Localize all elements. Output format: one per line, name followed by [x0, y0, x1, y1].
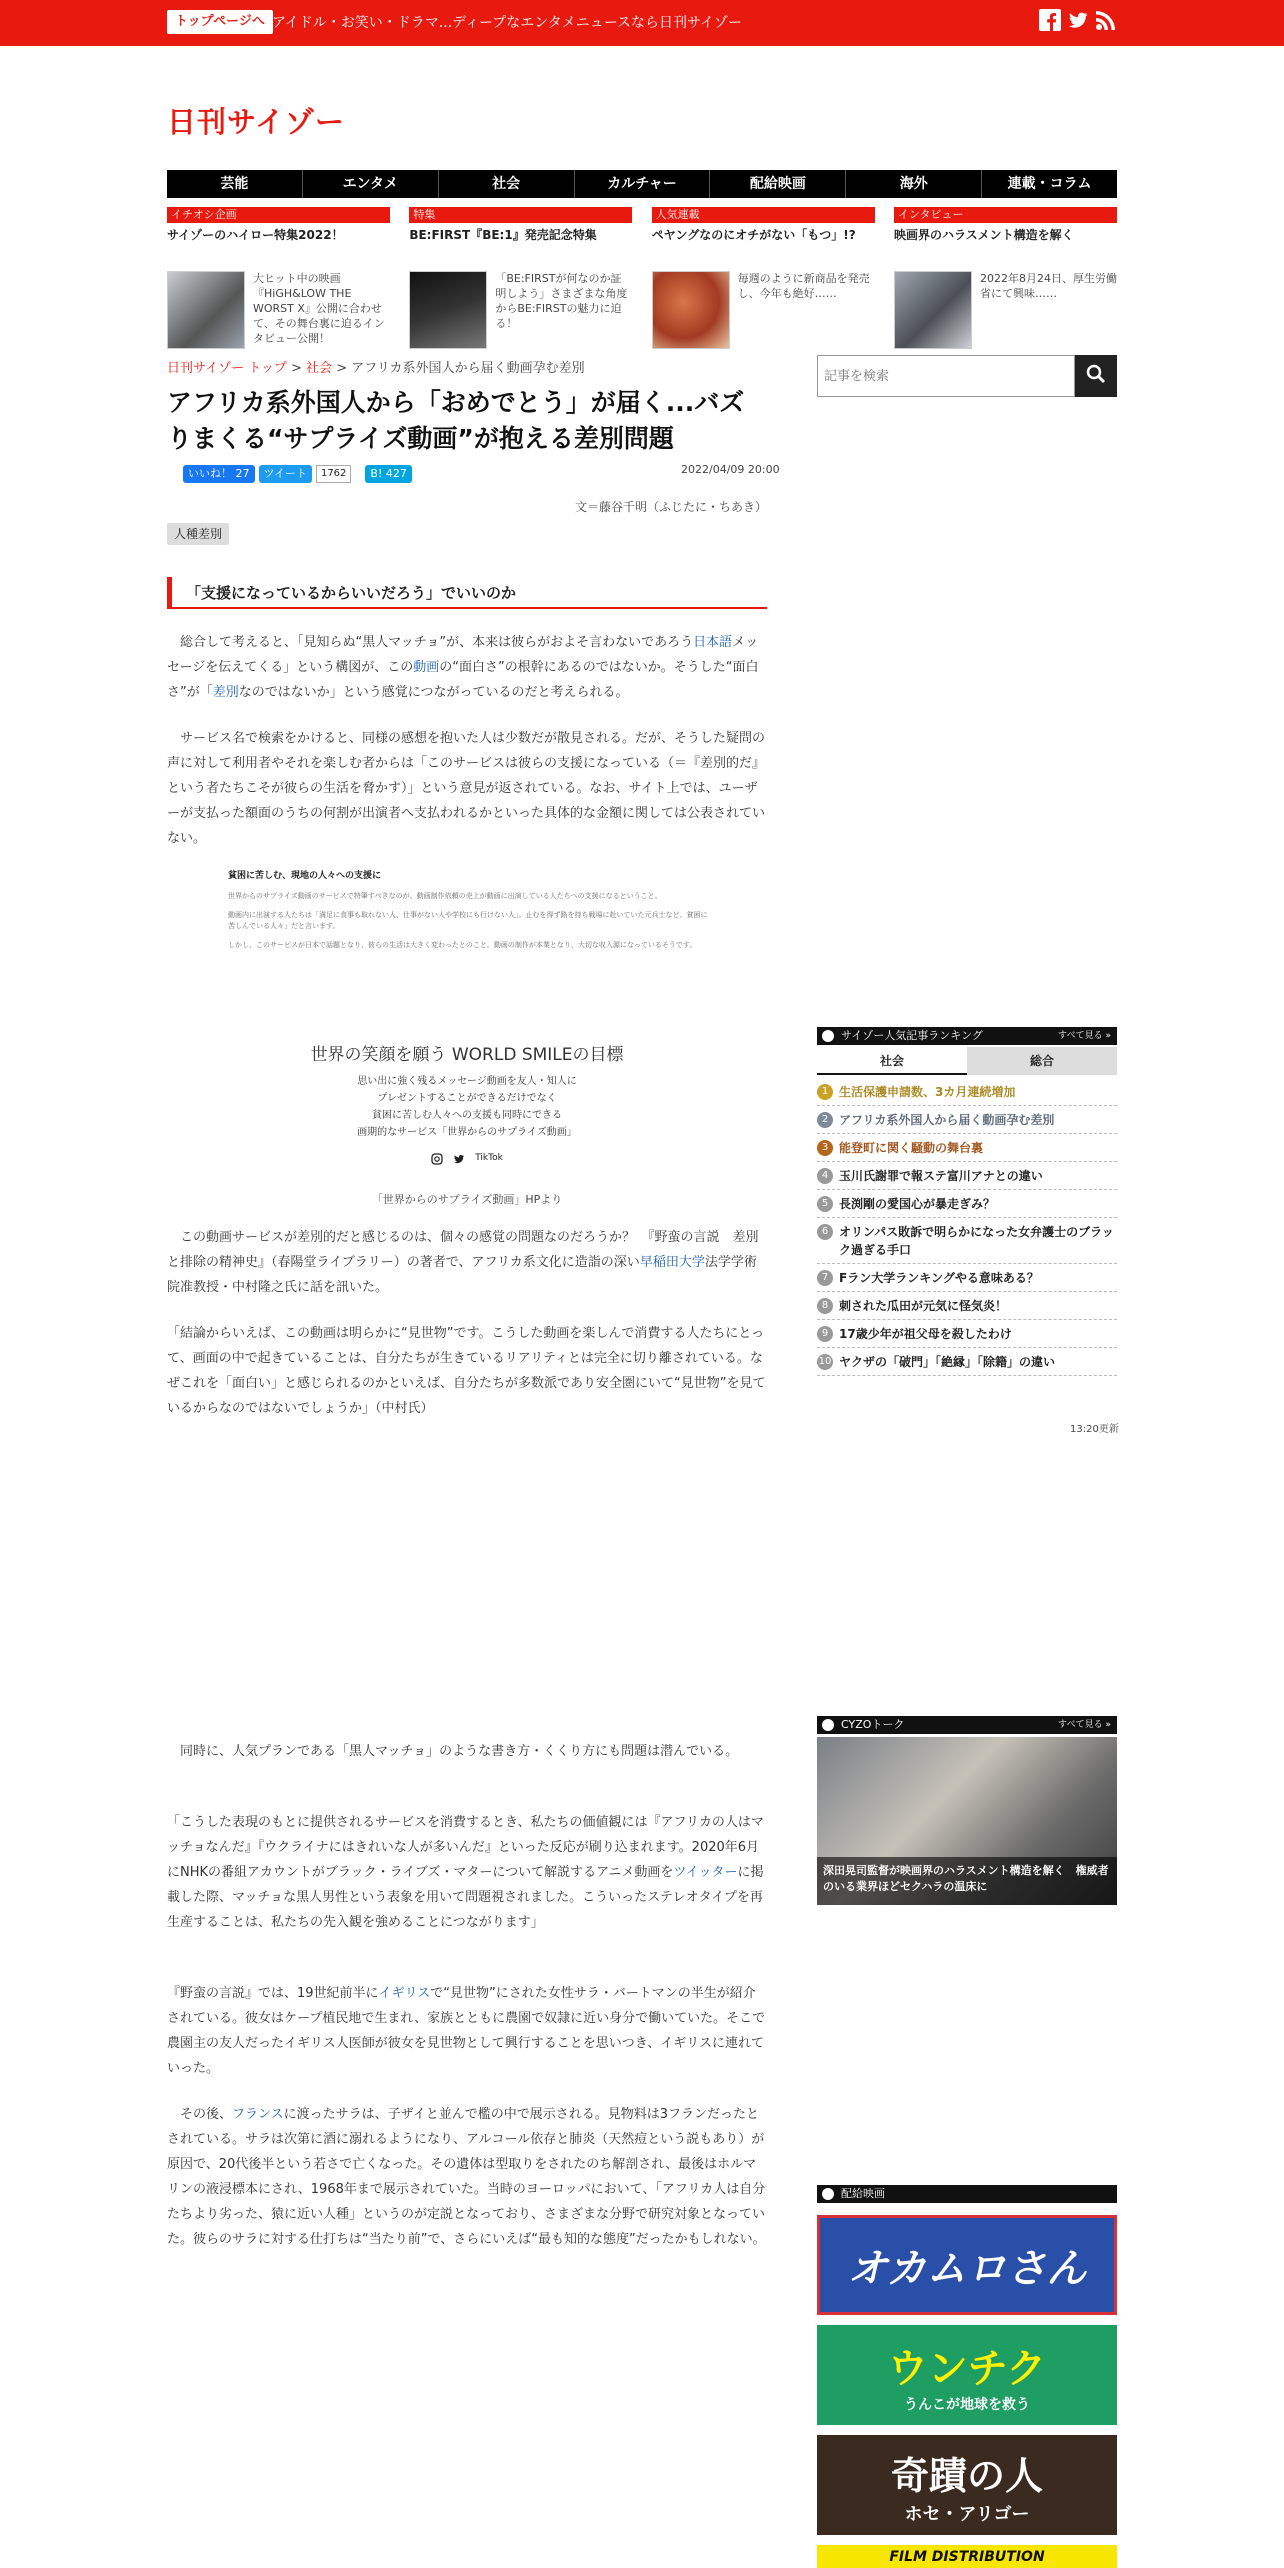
search-input[interactable] — [817, 355, 1075, 397]
rss-icon[interactable] — [1095, 9, 1117, 31]
speech-icon — [822, 1719, 834, 1731]
keyword-link[interactable]: 早稲田大学 — [639, 1255, 705, 1270]
breadcrumb — [167, 357, 585, 376]
movie-banner-okamuro[interactable] — [817, 2215, 1117, 2315]
embed-text: 世界からのサプライズ動画のサービスで特筆すべきなのが、動画制作依頼の売上が動画に出演している人たちへの支援になるということ。 — [228, 892, 662, 900]
distribution-title: 配給映画 — [841, 2187, 885, 2200]
ranking-title-text: 刺された瓜田が元気に怪気炎！ — [839, 1299, 1008, 1313]
site-logo[interactable]: 日刊サイゾー — [167, 105, 345, 139]
article-quote: 「こうした表現のもとに提供されるサービスを消費するとき、私たちの価値観には『アフリカの人はマッチョなんだ』『ウクライナにはきれいな人が多いんだ』といった反応が刷り込まれます。2020年6月にNHKの番組アカウントがブラック・ライブズ・マターについて解説するアニメ動画をツイッターに掲載した際、マッチョな黒人男性という表象を用いて問題視されました。こういったステレオタイプを再生産することは、私たちの先入観を強めることにつながります」 — [167, 1815, 764, 1930]
ranking-item[interactable] — [817, 1162, 1117, 1190]
ranking-item[interactable] — [817, 1190, 1117, 1218]
keyword-link[interactable]: 動画 — [413, 660, 440, 675]
rank-number: 9 — [817, 1326, 833, 1342]
social-links — [1039, 9, 1117, 31]
tiktok-icon: TikTok — [475, 1153, 503, 1163]
talk-more-link[interactable]: すべて見る » — [1057, 1720, 1111, 1730]
feature-tag: インタビュー — [894, 207, 1117, 223]
ranking-header — [817, 1027, 1117, 1045]
banner-text: オカムロさん — [847, 2245, 1087, 2292]
talk-caption[interactable]: 深田晃司監督が映画界のハラスメント構造を解く 権威者のいる業界ほどセクハラの温床に — [817, 1857, 1117, 1905]
tab-sogo[interactable]: 総合 — [967, 1047, 1117, 1075]
feature-card[interactable] — [409, 207, 632, 349]
article-paragraph: この動画サービスが差別的だと感じるのは、個々の感覚の問題なのだろうか？ 『野蛮の言説 差別と排除の精神史』（春陽堂ライブラリー）の著者で、アフリカ系文化に造詣の深い早稲田大学法学学術院准教授・中村隆之氏に話を訊いた。 — [167, 1230, 759, 1295]
category-badge[interactable]: 人種差別 — [167, 523, 229, 545]
ranking-item[interactable] — [817, 1134, 1117, 1162]
article-paragraph: 同時に、人気プランである「黒人マッチョ」のような書き方・くくり方にも問題は潜んでいる。 — [180, 1744, 739, 1759]
tab-shakai[interactable]: 社会 — [817, 1047, 967, 1075]
ranking-title-text: 17歳少年が祖父母を殺したわけ — [839, 1327, 1012, 1341]
nav-item-culture[interactable]: カルチャー — [575, 170, 711, 198]
rank-number: 2 — [817, 1112, 833, 1128]
ranking-title-text: 能登町に関く騒動の舞台裏 — [839, 1141, 984, 1155]
feature-title[interactable]: BE:FIRST『BE:1』発売記念特集 — [409, 228, 597, 242]
article-author: 文＝藤谷千明（ふじたに・ちあき） — [575, 500, 768, 514]
nav-item-entame[interactable]: エンタメ — [303, 170, 439, 198]
article-headline: アフリカ系外国人から「おめでとう」が届く...バズりまくる“サプライズ動画”が抱える差別問題 — [167, 388, 745, 453]
feature-text: 「BE:FIRSTが何なのか証明しよう」さまざまな角度からBE:FIRSTの魅力に迫る！ — [495, 272, 628, 330]
banner-text: ウンチク — [887, 2345, 1047, 2392]
feature-title[interactable]: 映画界のハラスメント構造を解く — [893, 228, 1074, 242]
ranking-item[interactable] — [817, 1320, 1117, 1348]
article-paragraph: その後、フランスに渡ったサラは、子ザイと並んで檻の中で展示される。見物料は3フランだったとされている。サラは次第に酒に溺れるようになり、アルコール依存と肺炎（天然痘という説もあり）が原因で、20代後半という若さで亡くなった。その遺体は型取りをされたのち解剖され、最後はホルマリンの液浸標本にされ、1968年まで展示されていた。当時のヨーロッパにおいて、「アフリカ人は自分たちより劣った、猿に近い人種」というのが定説となっており、さまざまな分野で研究対象となっていた。彼らのサラに対する仕打ちは“当たり前”で、さらにいえば“最も知的な態度”だったかもしれない。 — [167, 2107, 766, 2247]
article-paragraph: 総合して考えると、「見知らぬ“黒人マッチョ”が、本来は彼らがおよそ言わないであろう日本語メッセージを伝えてくる」という構図が、この動画の“面白さ”の根幹にあるのではないか。そうした“面白さ”が「差別なのではないか」という感覚につながっているのだと考えられる。 — [167, 635, 759, 700]
ranking-title-text: 生活保護申請数、3カ月連続増加 — [839, 1085, 1016, 1099]
embed-title: 貧困に苦しむ、現地の人々への支援に — [228, 871, 382, 881]
ranking-item[interactable] — [817, 1106, 1117, 1134]
embed-banner-line: 思い出に強く残るメッセージ動画を友人・知人に — [357, 1076, 577, 1087]
image-caption: 「世界からのサプライズ動画」HPより — [371, 1193, 563, 1206]
ranking-updated: 13:20更新 — [1070, 1424, 1119, 1435]
breadcrumb-top-link[interactable]: 日刊サイゾー トップ — [167, 361, 287, 376]
ranking-item[interactable] — [817, 1348, 1117, 1376]
top-bar — [0, 0, 1284, 46]
ranking-title-text: Fラン大学ランキングやる意味ある？ — [839, 1271, 1039, 1285]
article-date: 2022/04/09 20:00 — [681, 463, 780, 476]
rank-number: 10 — [817, 1354, 833, 1370]
ranking-title-text: ヤクザの「破門」「絶縁」「除籍」の違い — [839, 1355, 1056, 1369]
rank-number: 6 — [817, 1224, 833, 1240]
embedded-screenshot — [228, 868, 708, 959]
embed-banner-line: プレゼントすることができるだけでなく — [377, 1093, 557, 1104]
facebook-like-button[interactable]: いいね！ 27 — [183, 465, 255, 483]
movie-banner-kiseki[interactable] — [817, 2435, 1117, 2535]
film-icon — [822, 2188, 834, 2200]
nav-item-kaigai[interactable]: 海外 — [846, 170, 982, 198]
embed-banner-title: 世界の笑顔を願う WORLD SMILEの目標 — [310, 1045, 624, 1065]
ranking-more-link[interactable]: すべて見る » — [1057, 1031, 1111, 1041]
embed-banner-line: 貧困に苦しむ人々への支援も同時にできる — [372, 1110, 562, 1121]
nav-item-haikyu[interactable]: 配給映画 — [710, 170, 846, 198]
feature-text: 毎週のように新商品を発売し、今年も絶好…… — [737, 272, 870, 300]
rank-number: 1 — [817, 1084, 833, 1100]
embed-text: 動画内に出演する人たちは「満足に食事も取れない人、仕事がない人や学校にも行けない人」。止むを得ず路を持ち戦場に赴いていた元兵士など、貧困に苦しんでいる人々」だと言います。 — [228, 911, 708, 930]
keyword-link[interactable]: 日本語 — [693, 635, 733, 650]
feature-card[interactable] — [167, 207, 390, 349]
breadcrumb-current: > アフリカ系外国人から届く動画孕む差別 — [336, 361, 585, 376]
film-distribution-banner[interactable] — [817, 2545, 1117, 2568]
embed-banner-line: 画期的なサービス「世界からのサプライズ動画」 — [357, 1127, 577, 1138]
section-subheading: 「支援になっているからいいだろう」でいいのか — [167, 577, 767, 609]
feature-tag: イチオシ企画 — [167, 207, 390, 223]
banner-subtext: うんこが地球を救う — [904, 2396, 1030, 2413]
ranking-title-text: アフリカ系外国人から届く動画孕む差別 — [839, 1113, 1055, 1127]
banner-text: 奇蹟の人 — [890, 2453, 1043, 2498]
embedded-banner — [167, 1040, 767, 1168]
rank-number: 5 — [817, 1196, 833, 1212]
facebook-icon[interactable] — [1039, 9, 1061, 31]
tweet-button[interactable]: ツイート — [259, 465, 312, 483]
ranking-item[interactable] — [817, 1218, 1117, 1264]
main-nav — [167, 170, 1117, 198]
article-paragraph: サービス名で検索をかけると、同様の感想を抱いた人は少数だが散見される。だが、そうした疑問の声に対して利用者やそれを楽しむ者からは「このサービスは彼らの支援になっている（＝『差別的だ』という者たちこそが彼らの生活を脅かす）」という意見が返されている。なお、サイト上では、ユーザーが支払った額面のうちの何割が出演者へ支払われるかといった具体的な金額に関しては公表されていない。 — [167, 731, 766, 846]
instagram-icon — [431, 1153, 443, 1168]
feature-card[interactable] — [652, 207, 875, 349]
rank-number: 4 — [817, 1168, 833, 1184]
search-icon — [1085, 363, 1107, 389]
feature-thumbnail[interactable] — [894, 271, 972, 349]
feature-thumbnail[interactable] — [409, 271, 487, 349]
feature-thumbnail[interactable] — [167, 271, 245, 349]
banner-subtext: ホセ・アリゴー — [904, 2503, 1030, 2525]
feature-title[interactable]: ペヤングなのにオチがない「もつ」!? — [651, 228, 856, 242]
breadcrumb-separator: > — [290, 361, 302, 376]
twitter-icon — [453, 1153, 465, 1168]
feature-text: 大ヒット中の映画『HiGH&LOW THE WORST X』公開に合わせて、その舞台裏に迫るインタビュー公開！ — [253, 272, 385, 345]
article-paragraph: 『野蛮の言説』では、19世紀前半にイギリスで“見世物”にされた女性サラ・バートマンの半生が紹介されている。彼女はケープ植民地で生まれ、家族とともに農園で奴隷に近い身分で働いていた。そこで農園主の友人だったイギリス人医師が彼女を見世物として興行することを思いつき、イギリスに連れていった。 — [167, 1986, 766, 2076]
search-button[interactable] — [1075, 355, 1117, 397]
keyword-link[interactable]: イギリス — [378, 1986, 431, 2001]
ranking-title-text: 長渕剛の愛国心が暴走ぎみ？ — [839, 1197, 996, 1211]
site-tagline: アイドル・お笑い・ドラマ...ディープなエンタメニュースなら日刊サイゾー — [272, 15, 743, 31]
featured-strip — [167, 207, 1117, 349]
share-bar — [183, 465, 412, 483]
home-link[interactable]: トップページへ — [167, 10, 273, 34]
feature-tag: 特集 — [409, 207, 632, 223]
keyword-link[interactable]: ツイッター — [673, 1865, 738, 1880]
hatena-bookmark-button[interactable]: B! 427 — [365, 465, 411, 483]
crown-icon — [822, 1030, 834, 1042]
talk-title: CYZOトーク — [841, 1718, 905, 1731]
feature-thumbnail[interactable] — [652, 271, 730, 349]
banner-text: FILM DISTRIBUTION — [889, 2548, 1045, 2565]
rank-number: 7 — [817, 1270, 833, 1286]
talk-header — [817, 1716, 1117, 1734]
keyword-link[interactable]: 差別 — [212, 685, 239, 700]
twitter-icon[interactable] — [1067, 9, 1089, 31]
distribution-header — [817, 2185, 1117, 2203]
ranking-title: サイゾー人気記事ランキング — [841, 1029, 983, 1042]
ranking-tabs — [817, 1047, 1117, 1075]
feature-card[interactable] — [894, 207, 1117, 349]
feature-text: 2022年8月24日、厚生労働省にて興味…… — [979, 272, 1117, 300]
rank-number: 3 — [817, 1140, 833, 1156]
ranking-item[interactable] — [817, 1264, 1117, 1292]
ranking-list — [817, 1078, 1117, 1376]
nav-item-geino[interactable]: 芸能 — [167, 170, 303, 198]
nav-item-shakai[interactable]: 社会 — [439, 170, 575, 198]
ranking-item[interactable] — [817, 1292, 1117, 1320]
nav-item-rensai[interactable]: 連載・コラム — [1007, 176, 1092, 192]
movie-banner-unchiku[interactable] — [817, 2325, 1117, 2425]
tweet-count: 1762 — [316, 465, 351, 483]
ranking-title-text: 玉川氏謝罪で報ステ富川アナとの違い — [839, 1169, 1043, 1183]
feature-title[interactable]: サイゾーのハイロー特集2022！ — [167, 228, 344, 242]
rank-number: 8 — [817, 1298, 833, 1314]
search-box — [817, 355, 1117, 397]
keyword-link[interactable]: フランス — [232, 2107, 284, 2122]
embed-text: しかし、このサービスが日本で話題となり、彼らの生活は大きく変わったとのこと。動画の制作が本業となり、大切な収入源になっているそうです。 — [228, 941, 697, 949]
breadcrumb-category-link[interactable]: 社会 — [306, 361, 333, 376]
ranking-title-text: オリンパス敗訴で明らかになった女弁護士のブラック過ぎる手口 — [839, 1225, 1114, 1257]
feature-tag: 人気連載 — [652, 207, 875, 223]
article-quote: 「結論からいえば、この動画は明らかに“見世物”です。こうした動画を楽しんで消費する人たちにとって、画面の中で起きていることは、自分たちが生きているリアリティとは完全に切り離されている。なぜこれを「面白い」と感じられるのかといえば、自分たちが多数派であり安全圏にいて“見世物”を見ているからなのではないでしょうか」（中村氏） — [167, 1326, 766, 1416]
ranking-item[interactable] — [817, 1078, 1117, 1106]
